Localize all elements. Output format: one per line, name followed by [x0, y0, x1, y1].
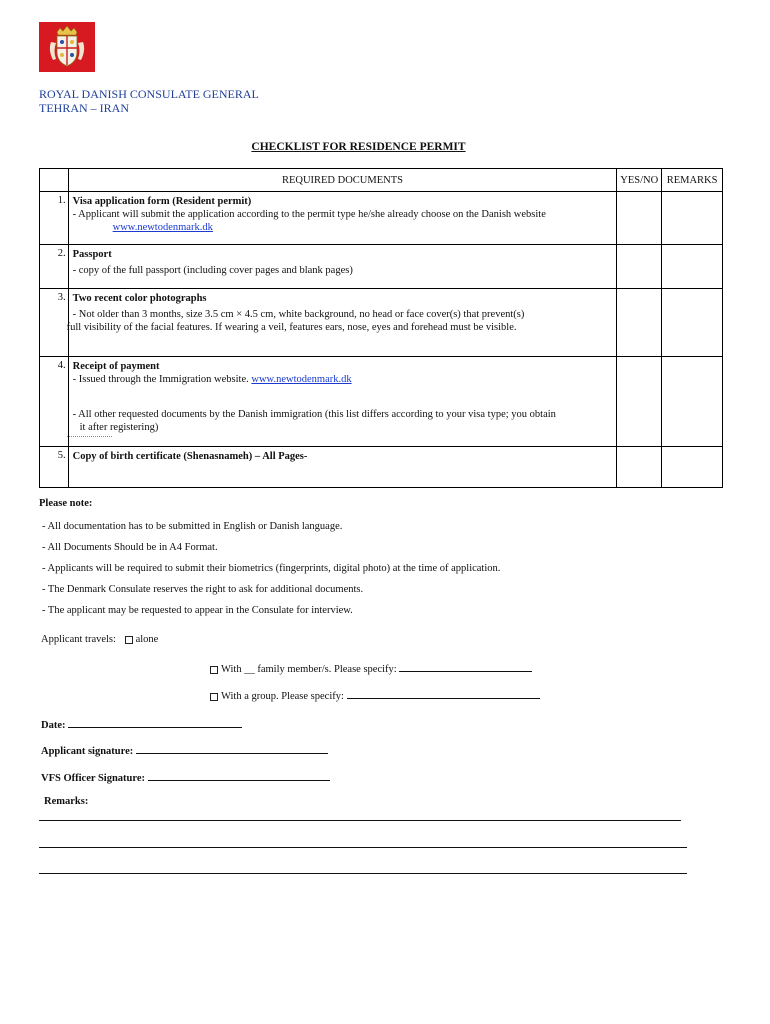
row-description-continued: full visibility of the facial features. If wearing a veil, features ears, nose, eyes and forehead must be visible. — [66, 322, 517, 333]
table-row — [40, 289, 723, 357]
vfs-signature-label: VFS Officer Signature: — [41, 773, 146, 784]
applicant-signature-field[interactable] — [136, 743, 328, 754]
table-header-yesno: YES/NO — [617, 169, 662, 192]
row-description: - Applicant will submit the application according to the permit type he/she already choose on the Danish website — [72, 209, 546, 220]
row-document — [68, 357, 617, 447]
family-option — [210, 661, 532, 675]
row-title: Two recent color photographs — [72, 293, 207, 304]
note-item: - All documentation has to be submitted in English or Danish language. — [42, 521, 343, 532]
consulate-location: TEHRAN – IRAN — [39, 101, 129, 115]
notes-heading: Please note: — [39, 498, 93, 509]
table-header-row — [40, 169, 723, 192]
row-remarks-cell[interactable] — [662, 289, 723, 357]
family-label: With __ family member/s. Please specify: — [221, 664, 397, 675]
row-number: 4. — [40, 357, 69, 447]
row-description: - Not older than 3 months, size 3.5 cm × 4.5 cm, white background, no head or face cover(s) that prevent(s) — [72, 309, 525, 320]
row-remarks-cell[interactable] — [662, 447, 723, 488]
row-yesno-cell[interactable] — [617, 447, 662, 488]
note-item: - The Denmark Consulate reserves the right to ask for additional documents. — [42, 584, 364, 595]
group-label: With a group. Please specify: — [221, 691, 344, 702]
row-remarks-cell[interactable] — [662, 357, 723, 447]
table-row — [40, 192, 723, 245]
alone-checkbox[interactable] — [125, 636, 133, 644]
consulate-name: ROYAL DANISH CONSULATE GENERAL — [39, 87, 259, 101]
applicant-signature-row — [41, 743, 328, 757]
alone-label: alone — [135, 634, 159, 645]
group-checkbox[interactable] — [210, 693, 218, 701]
group-specify-field[interactable] — [347, 688, 540, 699]
row-title: Copy of birth certificate (Shenasnameh) – All Pages- — [72, 451, 308, 462]
family-checkbox[interactable] — [210, 666, 218, 674]
checklist-table — [39, 168, 723, 488]
date-row — [41, 717, 242, 731]
table-header-num — [40, 169, 69, 192]
remarks-line[interactable] — [39, 820, 681, 821]
row-description: - Issued through the Immigration website. — [72, 374, 252, 385]
row-remarks-cell[interactable] — [662, 245, 723, 289]
danish-coat-of-arms-logo — [39, 22, 95, 72]
row-document — [68, 245, 617, 289]
date-label: Date: — [41, 720, 66, 731]
row-other-documents-continued: it after registering) — [79, 422, 159, 433]
note-item: - Applicants will be required to submit their biometrics (fingerprints, digital photo) at the time of application. — [42, 563, 501, 574]
row-document — [68, 289, 617, 357]
date-field[interactable] — [68, 717, 242, 728]
note-item: - All Documents Should be in A4 Format. — [42, 542, 218, 553]
travel-label: Applicant travels: — [41, 634, 116, 645]
row-number: 5. — [40, 447, 69, 488]
group-option — [210, 688, 540, 702]
row-title: Visa application form (Resident permit) — [72, 196, 252, 207]
row-remarks-cell[interactable] — [662, 192, 723, 245]
row-yesno-cell[interactable] — [617, 192, 662, 245]
vfs-signature-field[interactable] — [148, 770, 330, 781]
remarks-line[interactable] — [39, 847, 687, 848]
row-number: 2. — [40, 245, 69, 289]
row-title: Receipt of payment — [72, 361, 160, 372]
newtodenmark-link[interactable]: www.newtodenmark.dk — [112, 222, 213, 233]
row-yesno-cell[interactable] — [617, 245, 662, 289]
row-yesno-cell[interactable] — [617, 357, 662, 447]
travel-options — [41, 634, 158, 645]
row-other-documents: - All other requested documents by the Danish immigration (this list differs according to your visa type; you obtain — [72, 409, 556, 420]
table-row — [40, 245, 723, 289]
row-number: 3. — [40, 289, 69, 357]
row-number: 1. — [40, 192, 69, 245]
applicant-signature-label: Applicant signature: — [41, 746, 134, 757]
remarks-line[interactable] — [39, 873, 687, 874]
table-header-documents: REQUIRED DOCUMENTS — [68, 169, 617, 192]
note-item: - The applicant may be requested to appear in the Consulate for interview. — [42, 605, 353, 616]
divider — [67, 436, 112, 437]
family-specify-field[interactable] — [399, 661, 532, 672]
remarks-label: Remarks: — [44, 796, 89, 807]
row-document — [68, 447, 617, 488]
table-row — [40, 447, 723, 488]
newtodenmark-link[interactable]: www.newtodenmark.dk — [251, 374, 352, 385]
document-title: CHECKLIST FOR RESIDENCE PERMIT — [251, 141, 466, 153]
row-description: - copy of the full passport (including cover pages and blank pages) — [72, 265, 353, 276]
row-title: Passport — [72, 249, 112, 260]
row-document — [68, 192, 617, 245]
vfs-signature-row — [41, 770, 330, 784]
table-row — [40, 357, 723, 447]
row-yesno-cell[interactable] — [617, 289, 662, 357]
table-header-remarks: REMARKS — [662, 169, 723, 192]
